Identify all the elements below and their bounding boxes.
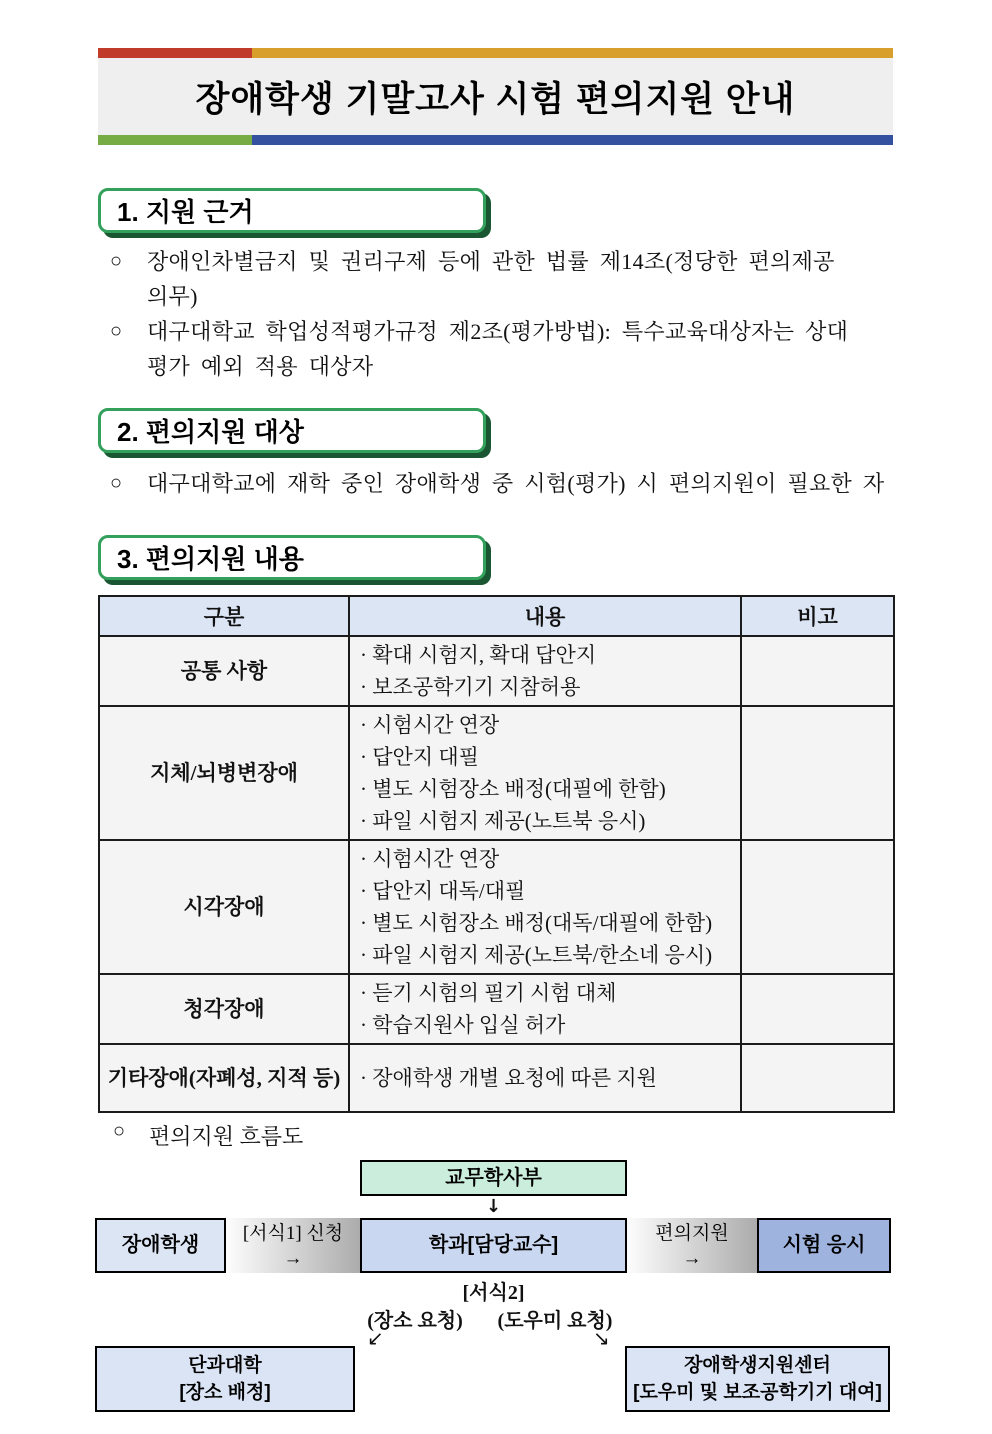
bullet-text [147,244,976,314]
row-category: 공통 사항 [99,636,349,706]
flow-arrow-support-label: 편의지원 [655,1222,729,1244]
row-category: 시각장애 [99,840,349,974]
down-arrow-icon: ↓ [485,1196,502,1217]
item-line: · 장애학생 개별 요청에 따른 지원 [360,1066,657,1090]
flow-arrow-application [226,1218,360,1273]
college-box-line2: [장소 배정] [179,1382,271,1403]
row-category: 기타장애(자폐성, 지적 등) [99,1044,349,1112]
row-category: 청각장애 [99,974,349,1044]
section-1-bullets [110,244,976,384]
row-note [741,1044,894,1112]
helper-request-label: (도우미 요청) [497,1310,613,1332]
banner-top-bar-orange-segment [252,48,893,58]
bullet-line: 대구대학교 학업성적평가규정 제2조(평가방법): 특수교육대상자는 상대 [147,319,849,344]
banner-top-bar [98,48,893,58]
down-right-arrow-icon: ↘ [593,1326,610,1350]
support-flowchart [95,1118,895,1424]
item-line: · 파일 시험지 제공(노트북/한소네 응시) [360,943,713,967]
table-header-row [99,596,894,636]
row-items [349,974,741,1044]
title-banner [98,48,893,145]
row-items [349,706,741,840]
item-line: · 시험시간 연장 [360,847,500,871]
circle-bullet-icon: ○ [110,320,123,342]
item-line: · 시험시간 연장 [360,713,500,737]
flowchart-title: 편의지원 흐름도 [149,1124,304,1149]
flow-arrow-application-label: [서식1] 신청 [242,1222,344,1244]
table-row [99,974,894,1044]
table-row [99,636,894,706]
flow-box-disability-support-center [625,1346,890,1412]
bullet-line: 의무) [147,284,198,309]
page-title: 장애학생 기말고사 시험 편의지원 안내 [98,58,893,135]
flow-box-exam: 시험 응시 [757,1218,891,1273]
item-line: · 학습지원사 입실 허가 [360,1013,566,1037]
row-items [349,636,741,706]
place-request-label: (장소 요청) [367,1310,463,1332]
banner-top-bar-red-segment [98,48,252,58]
flow-arrow-support [627,1218,757,1273]
row-items [349,840,741,974]
banner-bottom-bar [98,135,893,145]
item-line: · 답안지 대필 [360,745,479,769]
item-line: · 듣기 시험의 필기 시험 대체 [360,981,617,1005]
bullet-text [147,466,976,501]
table-row [99,1044,894,1112]
center-box-line2: [도우미 및 보조공학기기 대여] [633,1382,882,1403]
section-2-bullets [110,466,976,501]
bullet-line: 대구대학교에 재학 중인 장애학생 중 시험(평가) 시 편의지원이 필요한 자 [147,471,885,496]
item-line: · 확대 시험지, 확대 답안지 [360,643,597,667]
banner-bottom-bar-blue-segment [252,135,893,145]
column-header-category: 구분 [99,596,349,636]
circle-bullet-icon: ○ [110,250,123,272]
center-box-line1: 장애학생지원센터 [684,1355,831,1376]
row-note [741,636,894,706]
table-row [99,840,894,974]
table-row [99,706,894,840]
flow-box-college [95,1346,355,1412]
flow-box-academic-affairs: 교무학사부 [360,1160,627,1196]
row-items [349,1044,741,1112]
down-left-arrow-icon: ↙ [367,1326,384,1350]
accommodation-table [98,595,895,1113]
item-line: · 답안지 대독/대필 [360,879,526,903]
column-header-content: 내용 [349,596,741,636]
section-1-heading: 1. 지원 근거 [98,188,486,233]
circle-bullet-icon: ○ [110,472,123,494]
row-note [741,706,894,840]
bullet-item [110,466,976,501]
college-box-line1: 단과대학 [188,1355,262,1376]
item-line: · 별도 시험장소 배정(대필에 한함) [360,777,666,801]
flowchart-heading [113,1120,303,1151]
section-2-heading: 2. 편의지원 대상 [98,408,486,453]
section-3-heading: 3. 편의지원 내용 [98,535,486,580]
flow-box-department: 학과[담당교수] [360,1218,627,1273]
column-header-note: 비고 [741,596,894,636]
item-line: · 보조공학기기 지참허용 [360,675,581,699]
bullet-line: 평가 예외 적용 대상자 [147,354,374,379]
right-arrow-icon: → [682,1247,702,1269]
row-category: 지체/뇌병변장애 [99,706,349,840]
form2-label: [서식2] [462,1282,525,1304]
banner-bottom-bar-green-segment [98,135,252,145]
right-arrow-icon: → [283,1247,303,1269]
bullet-line: 장애인차별금지 및 권리구제 등에 관한 법률 제14조(정당한 편의제공 [147,249,835,274]
item-line: · 별도 시험장소 배정(대독/대필에 한함) [360,911,713,935]
item-line: · 파일 시험지 제공(노트북 응시) [360,809,646,833]
row-note [741,974,894,1044]
bullet-item [110,314,976,384]
bullet-text [147,314,976,384]
bullet-item [110,244,976,314]
flow-box-student: 장애학생 [95,1218,226,1273]
circle-bullet-icon: ○ [113,1120,126,1142]
row-note [741,840,894,974]
